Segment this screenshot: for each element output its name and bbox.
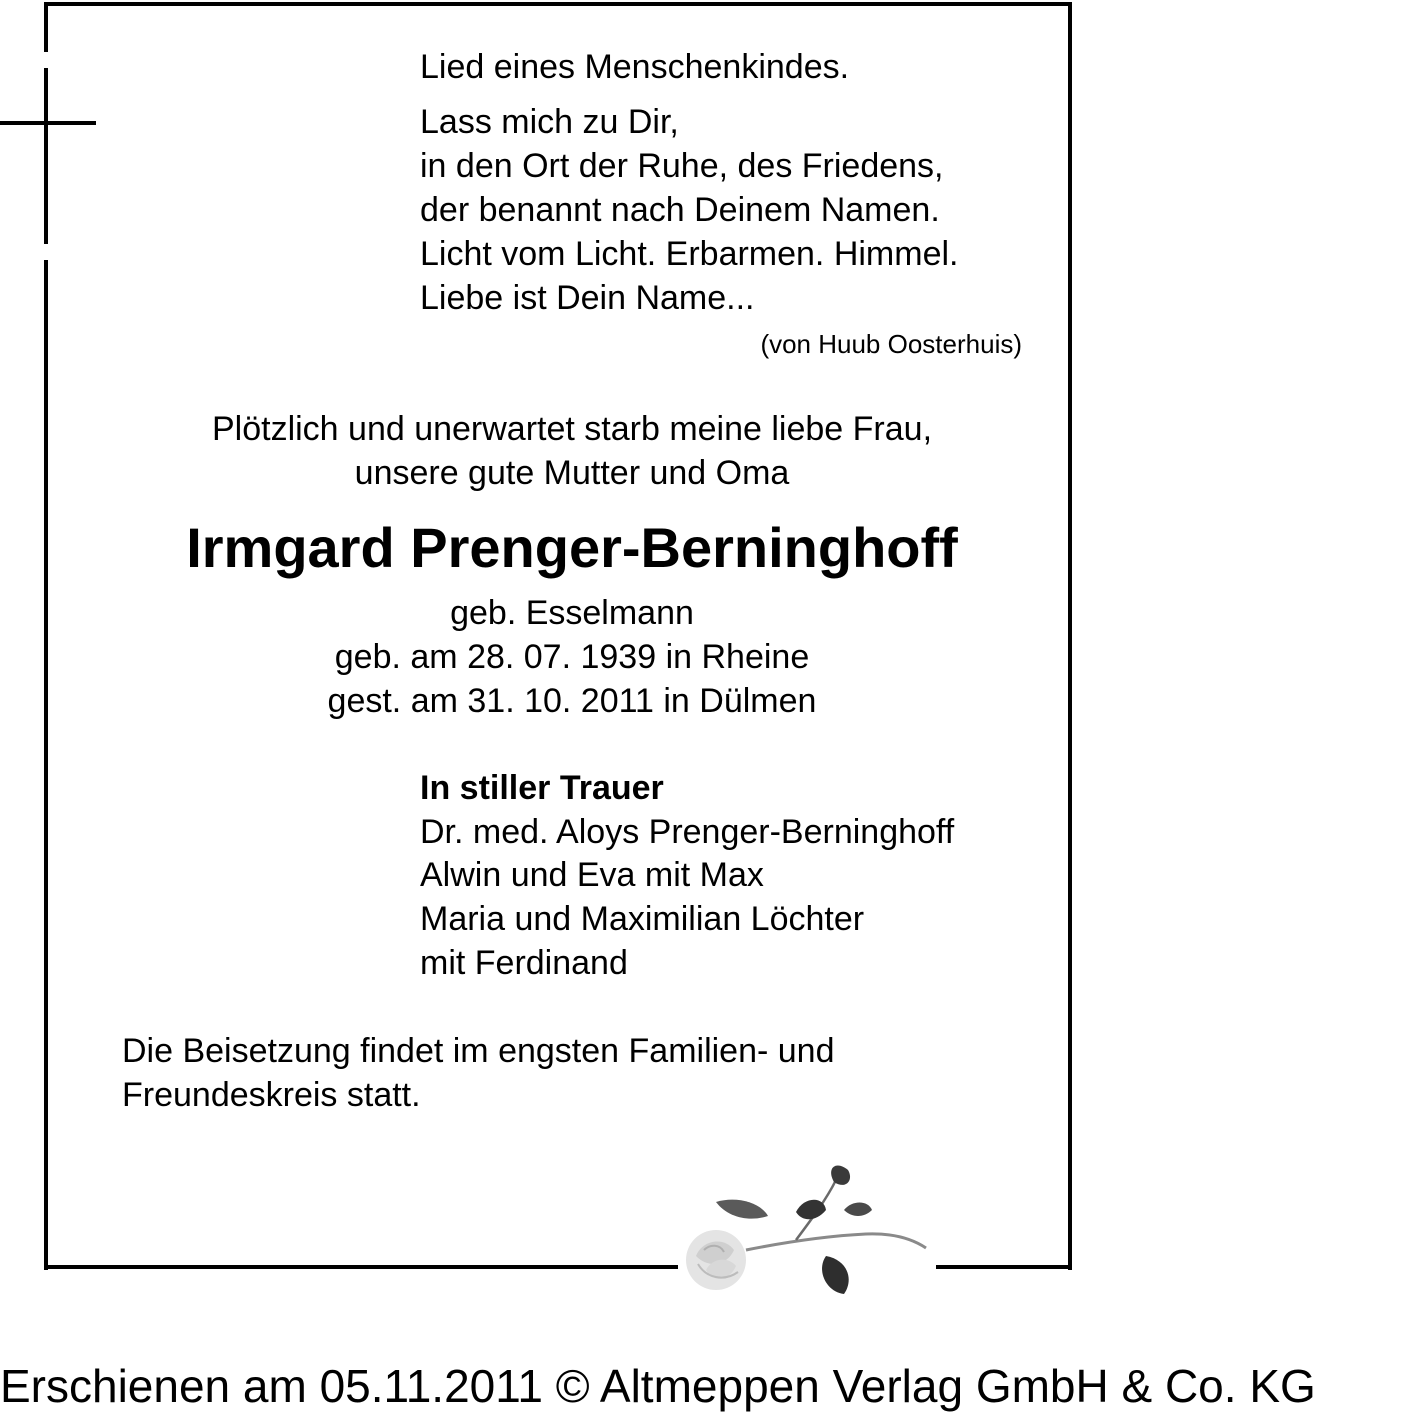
announcement-intro: unsere gute Mutter und Oma bbox=[354, 454, 790, 492]
rose-icon bbox=[676, 1160, 938, 1302]
rose-leaf bbox=[822, 1256, 849, 1294]
mourner-name: mit Ferdinand bbox=[420, 944, 628, 982]
frame-left-border-bottom bbox=[44, 260, 48, 1270]
rose-leaf bbox=[796, 1200, 826, 1220]
rose-stem bbox=[746, 1234, 926, 1250]
poem-line: in den Ort der Ruhe, des Friedens, bbox=[420, 147, 944, 185]
mourner-name: Maria und Maximilian Löchter bbox=[420, 900, 865, 938]
frame-bottom-border-right bbox=[936, 1265, 1072, 1269]
poem-attribution: (von Huub Oosterhuis) bbox=[760, 329, 1022, 359]
frame-left-border-top bbox=[44, 2, 48, 52]
cross-horizontal-bar bbox=[0, 121, 96, 125]
publication-footer: Erschienen am 05.11.2011 © Altmeppen Verlag GmbH & Co. KG bbox=[0, 1360, 1316, 1412]
poem-line: Liebe ist Dein Name... bbox=[420, 279, 755, 317]
frame-top-border bbox=[44, 2, 1072, 6]
poem-line: Licht vom Licht. Erbarmen. Himmel. bbox=[420, 235, 959, 273]
rose-leaf bbox=[716, 1200, 768, 1219]
poem-line: Lass mich zu Dir, bbox=[420, 103, 679, 141]
death-date: gest. am 31. 10. 2011 in Dülmen bbox=[327, 682, 817, 720]
rose-leaf bbox=[844, 1203, 872, 1217]
poem-title: Lied eines Menschenkindes. bbox=[420, 48, 850, 86]
deceased-name: Irmgard Prenger-Berninghoff bbox=[186, 516, 958, 579]
poem-line: der benannt nach Deinem Namen. bbox=[420, 191, 940, 229]
announcement-intro: Plötzlich und unerwartet starb meine liebe Frau, bbox=[211, 410, 933, 448]
birth-date: geb. am 28. 07. 1939 in Rheine bbox=[334, 638, 810, 676]
frame-bottom-border-left bbox=[44, 1265, 678, 1269]
cross-vertical-bar bbox=[44, 68, 48, 244]
mourners-heading: In stiller Trauer bbox=[420, 769, 664, 807]
funeral-note: Die Beisetzung findet im engsten Familien- und bbox=[122, 1032, 835, 1070]
maiden-name: geb. Esselmann bbox=[450, 594, 694, 632]
mourner-name: Dr. med. Aloys Prenger-Berninghoff bbox=[420, 813, 955, 851]
frame-right-border bbox=[1068, 2, 1072, 1270]
mourner-name: Alwin und Eva mit Max bbox=[420, 856, 764, 894]
funeral-note: Freundeskreis statt. bbox=[122, 1076, 421, 1114]
